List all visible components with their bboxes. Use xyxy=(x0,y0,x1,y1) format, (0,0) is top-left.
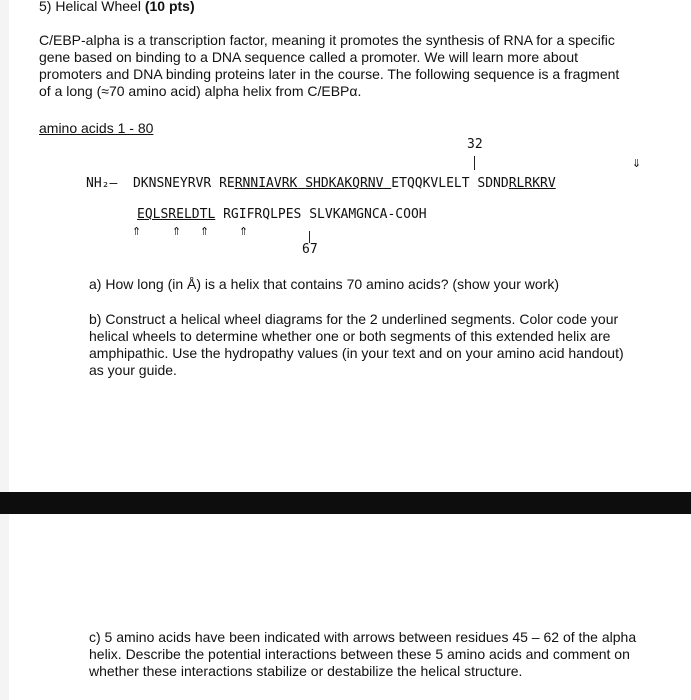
residue-tick-32 xyxy=(474,156,475,170)
page-separator-band xyxy=(0,492,691,514)
up-arrow-marker: ⇑ xyxy=(172,221,182,239)
intro-line: of a long (≈70 amino acid) alpha helix from C/EBPα. xyxy=(39,83,362,99)
question-b-line: helical wheels to determine whether one or both segments of this extended helix are xyxy=(89,328,611,344)
question-c-line: whether these interactions stabilize or destabilize the helical structure. xyxy=(89,663,523,679)
residue-marker-67: 67 xyxy=(302,242,318,257)
question-b-line: amphipathic. Use the hydropathy values (in your text and on your amino acid handout) xyxy=(89,345,624,361)
n-terminus: NH₂– xyxy=(86,176,118,191)
page-edge-left-lower xyxy=(0,514,9,700)
segment-6-underlined: EQLSRELDTL xyxy=(137,207,216,222)
up-arrow-marker: ⇑ xyxy=(132,221,142,239)
question-b-line: b) Construct a helical wheel diagrams for the 2 underlined segments. Color code your xyxy=(89,311,619,327)
segment-4: ETQQKVLELT xyxy=(391,176,470,191)
segment-8: SLVKAMGNCA-COOH xyxy=(309,207,427,222)
up-arrow-marker: ⇑ xyxy=(200,221,210,239)
segment-3-underlined: SHDKAKQRNV xyxy=(305,176,384,191)
question-points: (10 pts) xyxy=(144,0,195,14)
intro-line: promoters and DNA binding proteins later in the course. The following sequence is a fragment xyxy=(39,66,620,82)
down-arrow-marker: ⇓ xyxy=(632,153,642,171)
up-arrow-marker: ⇑ xyxy=(239,221,249,239)
intro-line: C/EBP-alpha is a transcription factor, meaning it promotes the synthesis of RNA for a specific xyxy=(39,32,615,48)
question-a: a) How long (in Å) is a helix that contains 70 amino acids? (show your work) xyxy=(89,276,559,292)
question-b xyxy=(89,311,679,379)
sequence-heading: amino acids 1 - 80 xyxy=(39,120,154,136)
sequence-row-1 xyxy=(86,176,556,191)
question-c xyxy=(89,629,679,680)
question-title xyxy=(39,0,195,14)
question-b-line: as your guide. xyxy=(89,362,177,378)
residue-marker-32: 32 xyxy=(467,137,483,152)
intro-paragraph xyxy=(39,32,669,100)
segment-5b-underlined: RLRKRV xyxy=(508,176,556,191)
segment-2a: RE xyxy=(219,176,235,191)
sequence-row-2 xyxy=(137,207,427,222)
segment-7: RGIFRQLPES xyxy=(223,207,302,222)
segment-1: DKNSNEYRVR xyxy=(132,176,212,191)
question-number: 5) Helical Wheel xyxy=(39,0,141,14)
intro-line: gene based on binding to a DNA sequence called a promoter. We will learn more about xyxy=(39,49,579,65)
page-edge-left xyxy=(0,0,9,492)
segment-2b-underlined: RNNIAVRK xyxy=(234,176,298,191)
question-c-line: c) 5 amino acids have been indicated with arrows between residues 45 – 62 of the alpha xyxy=(89,629,637,645)
segment-5a: SDND xyxy=(477,176,509,191)
question-c-line: helix. Describe the potential interactions between these 5 amino acids and comment on xyxy=(89,646,630,662)
